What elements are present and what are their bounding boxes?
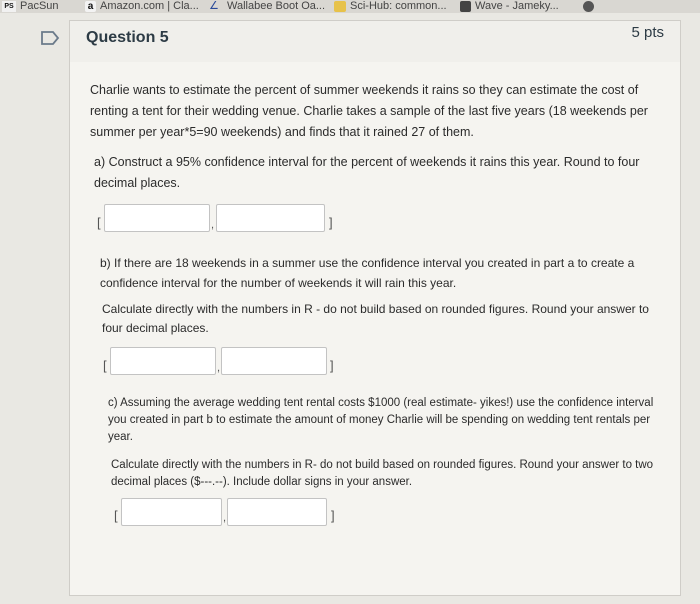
scihub-icon [334, 1, 346, 12]
part-c-text: c) Assuming the average wedding tent rental costs $1000 (real estimate- yikes!) use the confidence interval you created in part b to estimate the amount of money Charlie will be spending on wedding tent rentals per year. [108, 397, 654, 443]
part-c-separator: , [223, 512, 227, 524]
part-a-lower-input[interactable] [104, 204, 210, 232]
wallabee-icon: ∠ [209, 0, 219, 12]
bookmark-wave[interactable]: Wave - Jameky... [460, 0, 559, 13]
question-body [69, 62, 681, 596]
part-a-close-bracket: ] [329, 215, 333, 230]
part-b-upper-input[interactable] [221, 347, 327, 375]
part-c-close-bracket: ] [331, 508, 335, 523]
part-c-note: Calculate directly with the numbers in R- do not build based on rounded figures. Round your answer to two decimal places ($---.--). Include dollar signs in your answer. [111, 459, 654, 488]
amazon-icon: a [85, 1, 96, 12]
part-a-separator: , [211, 219, 215, 231]
part-c-upper-input[interactable] [227, 498, 327, 526]
part-b-lower-input[interactable] [110, 347, 216, 375]
part-b-open-bracket: [ [103, 358, 107, 373]
question-intro: Charlie wants to estimate the percent of summer weekends it rains so they can estimate the cost of renting a tent for their wedding venue. Charlie takes a sample of the last five years (18 weekends per summer per year*5=90 weekends) and finds that it rained 27 of them. [90, 83, 648, 139]
question-title: Question 5 [86, 29, 169, 46]
pacsun-icon: PS [2, 1, 16, 12]
flag-question-icon[interactable] [40, 29, 60, 47]
part-a-open-bracket: [ [97, 215, 101, 230]
bookmark-extra[interactable] [583, 0, 598, 13]
bookmark-amazon[interactable]: a Amazon.com | Cla... [85, 0, 199, 13]
question-header [69, 20, 681, 63]
bookmarks-bar [0, 0, 700, 13]
part-c-open-bracket: [ [114, 508, 118, 523]
bookmark-icon [583, 1, 594, 12]
part-a-text: a) Construct a 95% confidence interval for the percent of weekends it rains this year. Round to four decimal places. [94, 155, 640, 190]
bookmark-wallabee[interactable]: ∠ Wallabee Boot Oa... [209, 0, 326, 12]
bookmark-scihub[interactable]: Sci-Hub: common... [334, 0, 447, 13]
part-c-lower-input[interactable] [121, 498, 222, 526]
wave-icon [460, 1, 471, 12]
part-b-text: b) If there are 18 weekends in a summer use the confidence interval you created in part a to create a confidence interval for the number of weekends it will rain this year. [100, 256, 635, 290]
bookmark-pacsun[interactable]: PS PacSun [2, 0, 59, 13]
part-a-upper-input[interactable] [216, 204, 325, 232]
part-b-close-bracket: ] [330, 358, 334, 373]
part-b-separator: , [217, 362, 221, 374]
part-b-note: Calculate directly with the numbers in R - do not build based on rounded figures. Round your answer to four decimal places. [102, 302, 649, 335]
question-points: 5 pts [631, 24, 664, 41]
